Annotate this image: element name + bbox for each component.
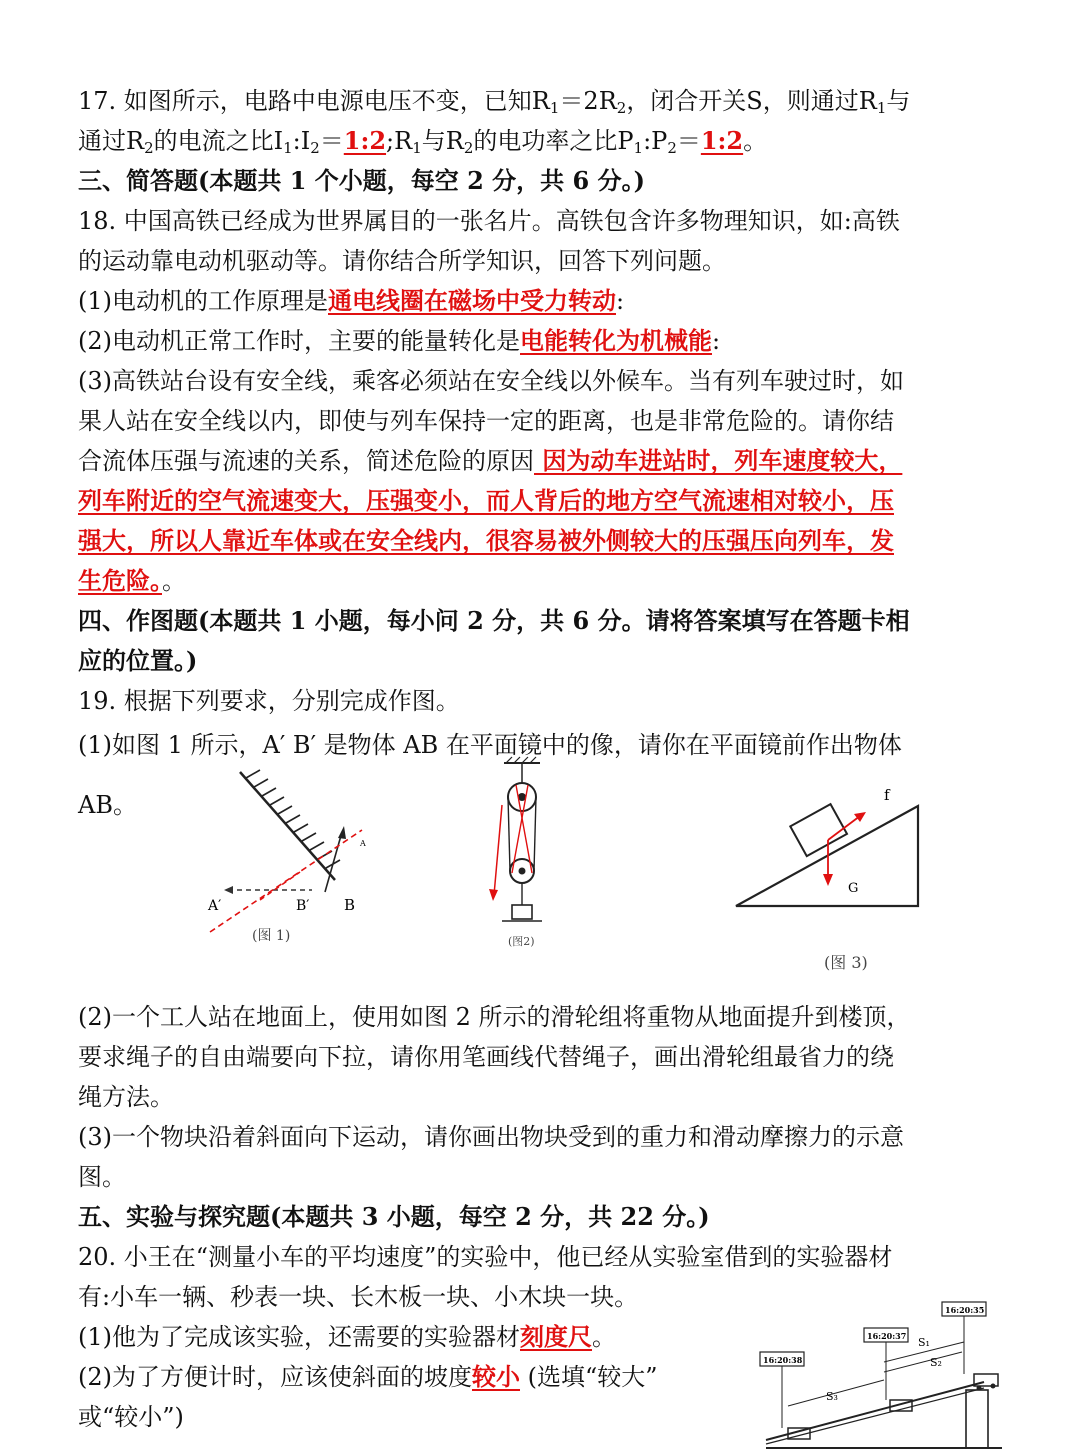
label-s2: S₂ <box>930 1356 942 1369</box>
q19-part3-line2: 图。 <box>78 1163 126 1191</box>
q18-part2: (2)电动机正常工作时，主要的能量转化是电能转化为机械能: <box>78 326 721 355</box>
q19-part1-line1: (1)如图 1 所示，A′ B′ 是物体 AB 在平面镜中的像，请你在平面镜前作出物体 <box>78 731 902 759</box>
q17-line2: 通过$R_2$的电流之比$I_1:I_2=1:2;R_1$与$R_2$的电功率之比$P_1:P_2=1:2$。 <box>78 126 768 157</box>
figure-2-pulley <box>480 755 570 955</box>
q20-answer1: 刻度尺 <box>520 1322 592 1351</box>
fig1-label-a-prime: A′ <box>208 898 222 914</box>
label-s3: S₃ <box>826 1390 838 1403</box>
label-s1: S₁ <box>918 1336 930 1349</box>
q18-part3-line2: 果人站在安全线以内，即使与列车保持一定的距离，也是非常危险的。请你结 <box>78 407 894 435</box>
q18-answer3-l1: 因为动车进站时，列车速度较大， <box>534 446 903 475</box>
q19-part2-line1: (2)一个工人站在地面上，使用如图 2 所示的滑轮组将重物从地面提升到楼顶， <box>78 1003 911 1031</box>
fig3-label-f: f <box>884 786 890 804</box>
q18-answer3-l2: 列车附近的空气流速变大，压强变小，而人背后的地方空气流速相对较小，压 <box>78 486 894 515</box>
section3-heading: 三、简答题(本题共 1 个小题，每空 2 分，共 6 分。) <box>78 166 645 195</box>
q20-part2: (2)为了方便计时，应该使斜面的坡度较小 (选填“较大” <box>78 1362 658 1391</box>
q18-part1: (1)电动机的工作原理是通电线圈在磁场中受力转动: <box>78 286 625 315</box>
fig3-label-g: G <box>848 881 859 896</box>
fig1-label-b: B <box>344 896 356 914</box>
q18-part3-line4: 生危险。。 <box>78 566 186 595</box>
q18-answer2: 电能转化为机械能 <box>520 326 712 355</box>
fig1-label-a: A <box>360 839 366 848</box>
fig1-label-b-prime: B′ <box>296 898 310 914</box>
section5-heading: 五、实验与探究题(本题共 3 小题，每空 2 分，共 22 分。) <box>78 1202 710 1231</box>
q18-part3-line1: (3)高铁站台设有安全线，乘客必须站在安全线以外候车。当有列车驶过时，如 <box>78 367 904 395</box>
q19-part1-line2: AB。 <box>78 791 137 819</box>
q20-part1: (1)他为了完成该实验，还需要的实验器材刻度尺。 <box>78 1322 616 1351</box>
section4-heading-l1: 四、作图题(本题共 1 小题，每小问 2 分，共 6 分。请将答案填写在答题卡相 <box>78 606 910 635</box>
q17-answer-power-ratio: 1:2 <box>700 126 744 155</box>
q18-line1: 18. 中国高铁已经成为世界属目的一张名片。高铁包含许多物理知识，如:高铁 <box>78 207 900 235</box>
q18-answer3-l4: 生危险 <box>78 566 150 595</box>
fig2-caption: (图2) <box>508 935 535 948</box>
q19-line1: 19. 根据下列要求，分别完成作图。 <box>78 687 460 715</box>
q20-answer2: 较小 <box>472 1362 520 1391</box>
q18-answer1: 通电线圈在磁场中受力转动 <box>328 286 616 315</box>
figure-3-incline <box>728 778 928 978</box>
q19-part2-line2: 要求绳子的自由端要向下拉，请你用笔画线代替绳子，画出滑轮组最省力的绕 <box>78 1043 894 1071</box>
q20-part2-line2: 或“较小”) <box>78 1403 184 1431</box>
q20-line1: 20. 小王在“测量小车的平均速度”的实验中，他已经从实验室借到的实验器材 <box>78 1243 893 1271</box>
timer-middle: 16:20:37 <box>867 1331 907 1341</box>
fig1-caption: (图 1) <box>252 928 291 944</box>
q17-line1: 17. 如图所示，电路中电源电压不变，已知$R_1=2R_2$，闭合开关S，则通过$R_1$与 <box>78 87 911 117</box>
fig3-caption: (图 3) <box>824 953 868 972</box>
q18-part3-line3: 合流体压强与流速的关系，简述危险的原因 因为动车进站时，列车速度较大， <box>78 446 903 475</box>
q17-answer-current-ratio: 1:2 <box>343 126 387 155</box>
figure-1-mirror <box>200 760 380 950</box>
section4-heading-l2: 应的位置。) <box>78 646 198 675</box>
q20-line2: 有:小车一辆、秒表一块、长木板一块、小木块一块。 <box>78 1283 639 1311</box>
q20-incline-figure <box>752 1300 1012 1450</box>
q18-answer3-l3: 强大，所以人靠近车体或在安全线内，很容易被外侧较大的压强压向列车，发 <box>78 526 894 555</box>
q19-part2-line3: 绳方法。 <box>78 1083 174 1111</box>
timer-top: 16:20:35 <box>945 1305 985 1315</box>
timer-bottom: 16:20:38 <box>763 1355 803 1365</box>
q18-line2: 的运动靠电动机驱动等。请你结合所学知识，回答下列问题。 <box>78 247 726 275</box>
q19-part3-line1: (3)一个物块沿着斜面向下运动，请你画出物块受到的重力和滑动摩擦力的示意 <box>78 1123 904 1151</box>
